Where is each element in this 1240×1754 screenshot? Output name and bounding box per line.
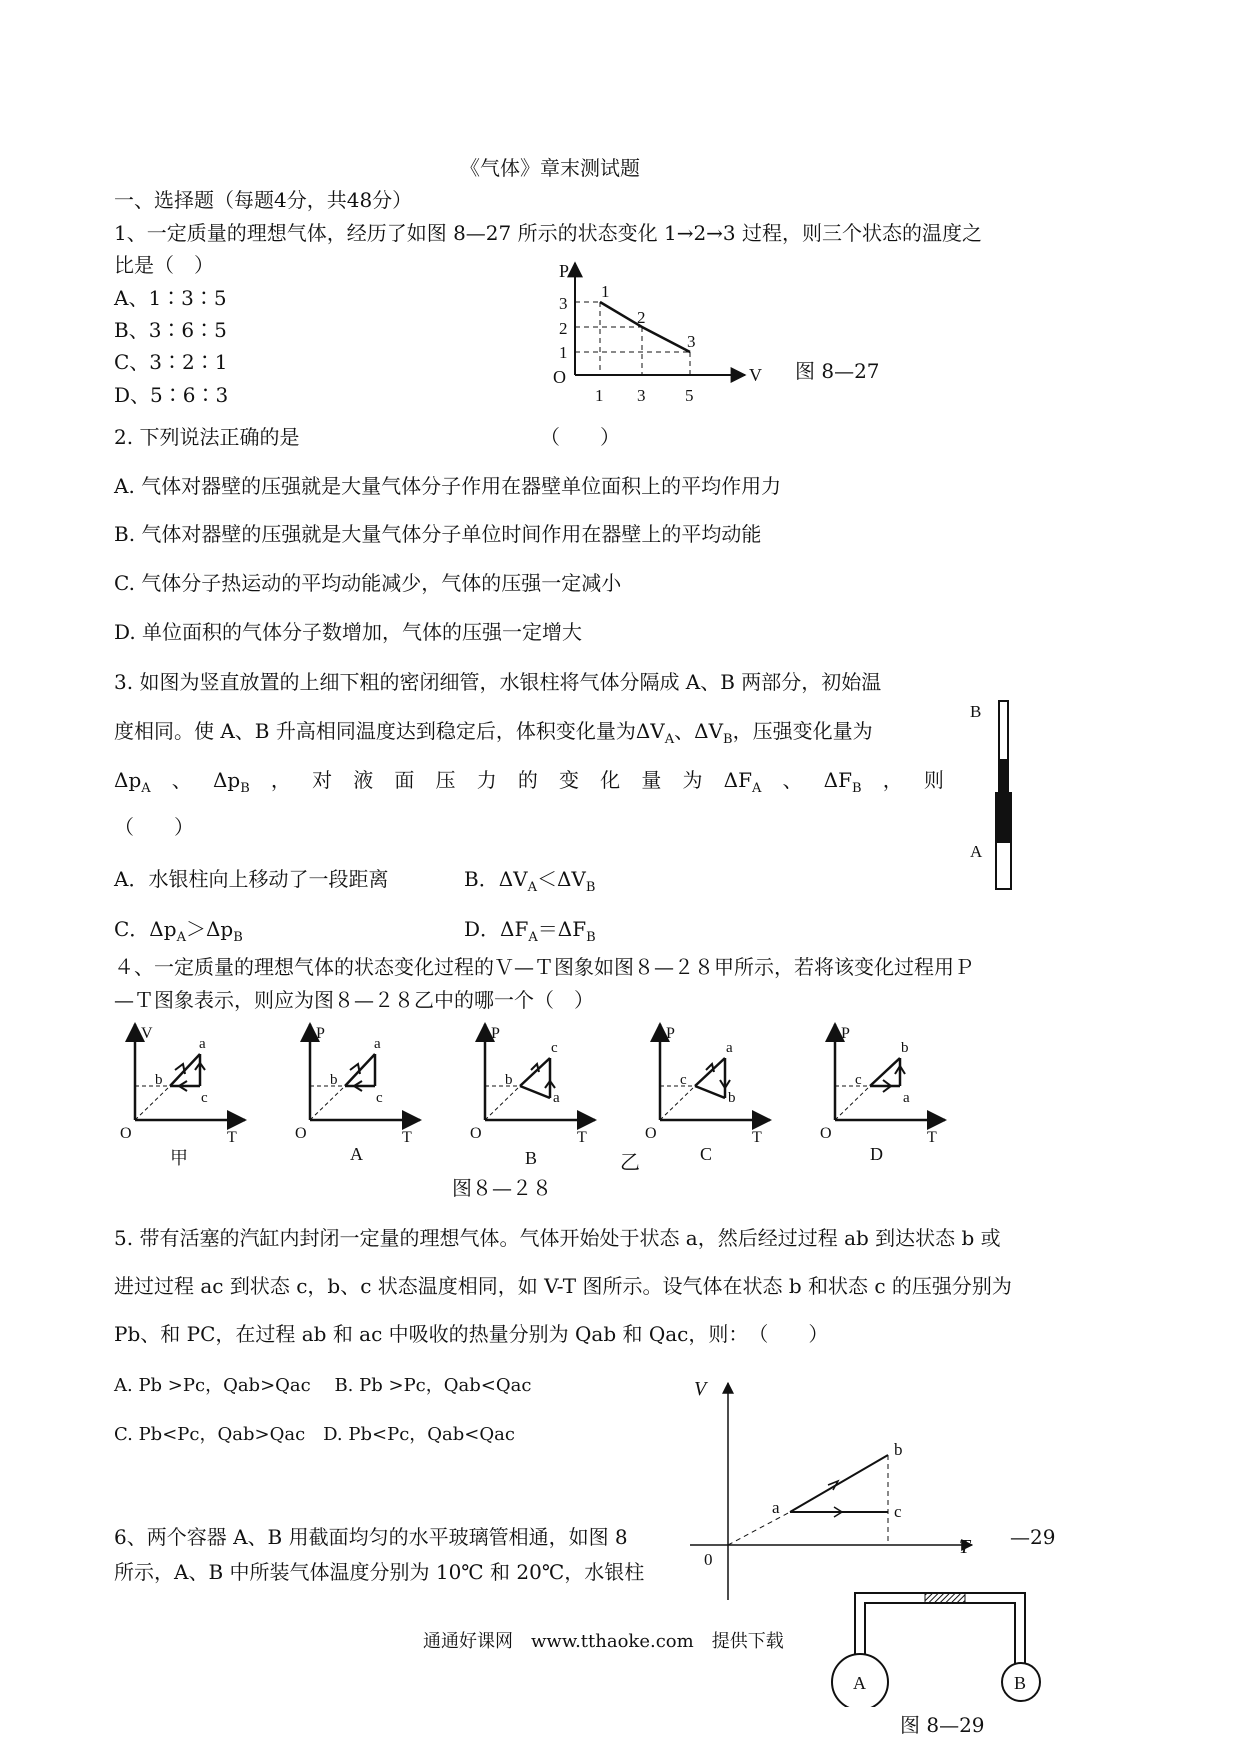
q1-pv-graph: [545, 255, 775, 415]
q5-stem-line2: 进过过程 ac 到状态 c，b、c 状态温度相同，如 V-T 图所示。设气体在状态 b 和状态 c 的压强分别为: [114, 1274, 1012, 1298]
q5-options-cd: C. Pb<Pc，Qab>Qac D. Pb<Pc，Qab<Qac: [114, 1424, 515, 1445]
q5-stem-line3: Pb、和 PC，在过程 ab 和 ac 中吸收的热量分别为 Qab 和 Qac，则： （ ）: [114, 1322, 829, 1346]
q6-vessel-a: A: [853, 1673, 866, 1693]
q3-stem-line2: 度相同。使 A、B 升高相同温度达到稳定后，体积变化量为$\Delta V_A$、$\Delta V_B$，压强变化量为: [114, 719, 873, 747]
q4-b-label-b: b: [505, 1072, 513, 1088]
q4-b-axis-x: T: [577, 1129, 587, 1146]
q4-stem-cont: —Ｔ图象表示，则应为图８—２８乙中的哪一个（ ）: [114, 988, 594, 1012]
q2-option-d: D. 单位面积的气体分子数增加，气体的压强一定增大: [114, 620, 583, 644]
q1-stem: 1、一定质量的理想气体，经历了如图 8—27 所示的状态变化 1→2→3 过程，则三个状态的温度之: [114, 221, 983, 245]
q1-point-3: 3: [687, 332, 696, 351]
q4-yi-label: 乙: [620, 1150, 640, 1174]
q1-option-d: D、5∶6∶3: [114, 383, 229, 407]
q4-stem: ４、一定质量的理想气体的状态变化过程的Ｖ—Ｔ图象如图８—２８甲所示，若将该变化过程用Ｐ: [114, 955, 974, 979]
q4-c-label-b: b: [728, 1090, 736, 1106]
q3-tube-label-a: A: [970, 842, 983, 861]
q3-option-a: A．水银柱向上移动了一段距离: [114, 867, 389, 891]
q1-ptick-3: 3: [559, 294, 568, 313]
q1-ptick-1: 1: [559, 343, 568, 362]
q4-d-label-a: a: [903, 1090, 910, 1106]
q3-paren: （ ）: [114, 815, 194, 839]
q4-b-label-c: c: [551, 1040, 558, 1056]
q4-a-label-b: b: [330, 1072, 338, 1088]
q4-d-label-b: b: [901, 1040, 909, 1056]
q1-axis-p: P: [559, 261, 570, 281]
q4-b-label-a: a: [553, 1090, 560, 1106]
q5-label-b: b: [894, 1440, 903, 1459]
q1-figure-label: 图 8—27: [795, 359, 880, 383]
q1-vtick-1: 1: [595, 386, 604, 405]
q6-stem-tail: —29: [1010, 1525, 1056, 1549]
q4-jia-origin: O: [120, 1125, 132, 1142]
q1-option-b: B、3∶6∶5: [114, 318, 227, 342]
q1-stem-cont: 比是（ ）: [114, 253, 214, 277]
q2-paren: （ ）: [540, 425, 620, 449]
q4-b-axis-y: P: [491, 1025, 500, 1042]
q4-c-origin: O: [645, 1125, 657, 1142]
q4-jia-axis-x: T: [227, 1129, 237, 1146]
q6-vessel-figure: [825, 1587, 1065, 1707]
q4-a-label-a: a: [374, 1036, 381, 1052]
q5-label-a: a: [772, 1498, 780, 1517]
q5-stem: 5. 带有活塞的汽缸内封闭一定量的理想气体。气体开始处于状态 a，然后经过过程 ab 到达状态 b 或: [114, 1226, 1001, 1250]
q2-option-a: A. 气体对器壁的压强就是大量气体分子作用在器壁单位面积上的平均作用力: [114, 474, 782, 498]
q5-origin: 0: [704, 1550, 713, 1569]
q5-options-ab: A. Pb >Pc，Qab>Qac B. Pb >Pc，Qab<Qac: [114, 1375, 532, 1396]
q4-c-caption: C: [700, 1144, 713, 1164]
footer-source: 通通好课网 www.tthaoke.com 提供下载: [423, 1631, 784, 1652]
q4-jia-caption: 甲: [170, 1148, 188, 1168]
q4-a-axis-y: P: [316, 1025, 325, 1042]
q5-vt-graph: [680, 1375, 980, 1605]
q1-vtick-3: 3: [637, 386, 646, 405]
q4-jia-label-b: b: [155, 1072, 163, 1088]
section-heading: 一、选择题（每题4分，共48分）: [114, 188, 413, 212]
q1-origin: O: [553, 367, 566, 387]
q4-figure-label: 图８—２８: [452, 1176, 552, 1200]
q4-jia-axis-y: V: [141, 1025, 153, 1042]
q4-graph-d: [815, 1018, 965, 1168]
q4-graph-b: [465, 1018, 615, 1168]
q3-option-c: C．$\Delta p_A>\Delta p_B$: [114, 917, 243, 945]
q4-jia-label-c: c: [201, 1090, 208, 1106]
q3-option-b: B．$\Delta V_A<\Delta V_B$: [464, 867, 596, 895]
q6-stem-line2: 所示，A、B 中所装气体温度分别为 10℃ 和 20℃，水银柱: [114, 1560, 645, 1584]
q6-figure-label: 图 8—29: [900, 1713, 985, 1737]
q2-stem: 2. 下列说法正确的是: [114, 425, 300, 449]
q3-option-d: D．$\Delta F_A=\Delta F_B$: [464, 917, 596, 945]
q4-b-origin: O: [470, 1125, 482, 1142]
q4-c-axis-y: P: [666, 1025, 675, 1042]
q4-d-origin: O: [820, 1125, 832, 1142]
q3-tube-figure: [965, 697, 1025, 892]
q5-axis-v: V: [694, 1378, 707, 1400]
q4-graph-jia: [115, 1018, 265, 1168]
q6-vessel-b: B: [1014, 1673, 1027, 1693]
q4-a-axis-x: T: [402, 1129, 412, 1146]
q4-d-label-c: c: [855, 1072, 862, 1088]
q4-a-origin: O: [295, 1125, 307, 1142]
q2-option-b: B. 气体对器壁的压强就是大量气体分子单位时间作用在器壁上的平均动能: [114, 522, 762, 546]
q4-d-caption: D: [870, 1144, 883, 1164]
q4-graph-a: [290, 1018, 440, 1168]
q5-label-c: c: [894, 1502, 902, 1521]
q4-b-caption: B: [525, 1148, 538, 1168]
q3-tube-label-b: B: [970, 702, 982, 721]
q1-option-c: C、3∶2∶1: [114, 350, 228, 374]
q4-c-label-c: c: [680, 1072, 687, 1088]
q1-vtick-5: 5: [685, 386, 694, 405]
q2-option-c: C. 气体分子热运动的平均动能减少，气体的压强一定减小: [114, 571, 622, 595]
q3-stem: 3. 如图为竖直放置的上细下粗的密闭细管，水银柱将气体分隔成 A、B 两部分，初始温: [114, 670, 882, 694]
q1-ptick-2: 2: [559, 319, 568, 338]
q1-axis-v: V: [749, 365, 762, 385]
q1-point-1: 1: [601, 282, 610, 301]
q4-c-label-a: a: [726, 1040, 733, 1056]
q4-graph-c: [640, 1018, 790, 1168]
q4-jia-label-a: a: [199, 1036, 206, 1052]
q4-a-caption: A: [350, 1144, 363, 1164]
q4-c-axis-x: T: [752, 1129, 762, 1146]
q3-stem-line3: $\Delta p_A$ 、 $\Delta p_B$ ， 对 液 面 压 力 的 变 化 量 为 $\Delta F_A$ 、 $\Delta F_B$ ， 则: [114, 768, 944, 796]
q1-option-a: A、1∶3∶5: [114, 286, 227, 310]
page-title: 《气体》章末测试题: [460, 156, 640, 180]
q1-point-2: 2: [637, 308, 646, 327]
q4-d-axis-x: T: [927, 1129, 937, 1146]
q4-d-axis-y: P: [841, 1025, 850, 1042]
q5-axis-t: T: [958, 1536, 970, 1558]
q6-stem: 6、两个容器 A、B 用截面均匀的水平玻璃管相通，如图 8: [114, 1525, 628, 1549]
q4-a-label-c: c: [376, 1090, 383, 1106]
